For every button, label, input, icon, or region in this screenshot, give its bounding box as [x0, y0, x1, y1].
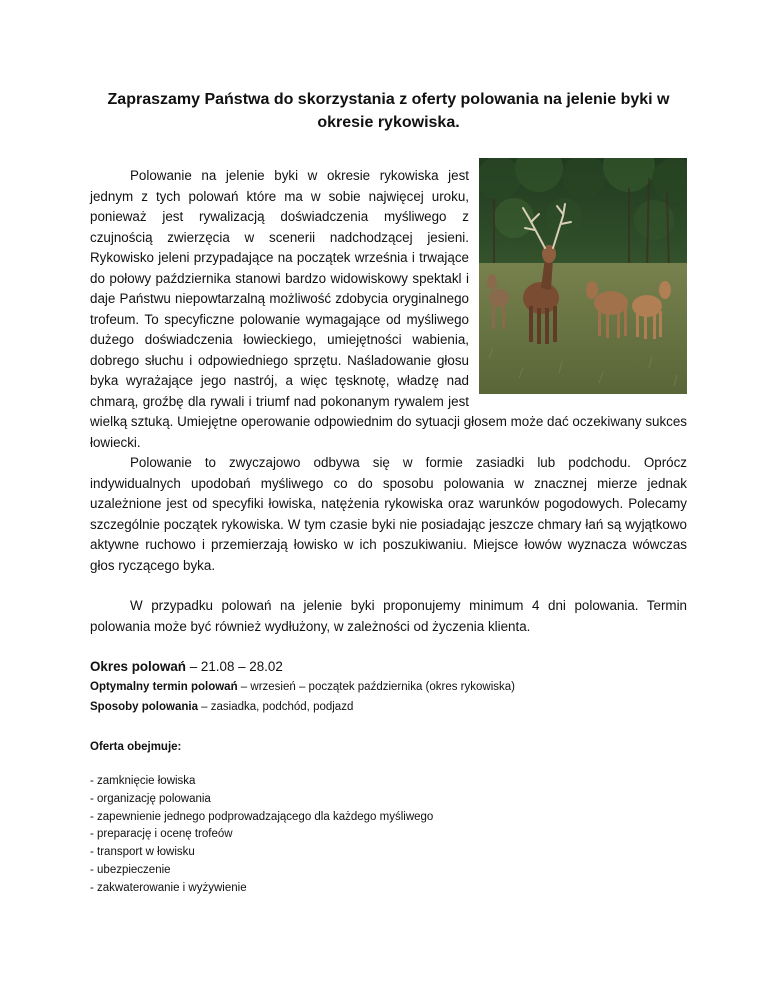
paragraph-rykowisko: Polowanie na jelenie byki w okresie rykowiska jest jednym z tych polowań które ma w sobie najwięcej uroku, ponieważ jest rywalizacją doświadczenia myśliwego z czujnością zwierzęcia w scenerii nadchodzącej jesieni. Rykowisko jeleni przypadające na początek września i trwające do połowy października stanowi bardzo widowiskowy spektakl i daje Państwu niepowtarzalną możliwość zdobycia oryginalnego trofeum. To specyficzne polowanie wymagające od myśliwego dużego doświadczenia łowieckiego, umiejętności wabienia, dobrego słuchu i odpowiedniego sprzętu. Naśladowanie głosu byka wyrażające jego nastrój, a więc tęsknotę, władzę nad chmarą, groźbę dla rywali i triumf nad pokonanym rywalem jest wielką sztuką. Umiejętne operowanie odpowiednim do sytuacji głosem może dać oczekiwany sukces łowiecki.: [90, 168, 687, 450]
optimal-label: Optymalny termin polowań: [90, 681, 238, 693]
optimal-value: – wrzesień – początek października (okres rykowiska): [237, 681, 515, 693]
season-line: [90, 657, 687, 677]
paragraph-forma-polowania: Polowanie to zwyczajowo odbywa się w formie zasiadki lub podchodu. Oprócz indywidualnych upodobań myśliwego co do sposobu polowania w znacznej mierze jednak uzależnione jest od specyfiki łowiska, natężenia rykowiska oraz warunków pogodowych. Polecamy szczególnie początek rykowiska. W tym czasie byki nie posiadając jeszcze chmary łań są wyjątkowo aktywne ruchowo i przemierzają łowisko w ich poszukiwaniu. Miejsce łowów wyznacza wówczas głos ryczącego byka.: [90, 455, 687, 573]
document-page: [90, 0, 687, 898]
offer-list: [90, 773, 687, 898]
list-item: - zamknięcie łowiska: [90, 775, 196, 787]
offer-heading: Oferta obejmuje:: [90, 741, 182, 753]
list-item: - preparację i ocenę trofeów: [90, 828, 233, 841]
season-label: Okres polowań: [90, 659, 186, 674]
list-item: - transport w łowisku: [90, 846, 195, 859]
methods-value: – zasiadka, podchód, podjazd: [197, 701, 354, 713]
optimal-line: [90, 677, 687, 697]
list-item: - ubezpieczenie: [90, 863, 171, 876]
intro-section: [90, 166, 687, 576]
methods-line: [90, 697, 687, 717]
methods-label: Sposoby polowania: [90, 701, 198, 713]
list-item: - organizację polowania: [90, 792, 211, 805]
season-value: – 21.08 – 28.02: [186, 659, 283, 674]
paragraph-dni-polowania: W przypadku polowań na jelenie byki proponujemy minimum 4 dni polowania. Termin polowania może być również wydłużony, w zależności od życzenia klienta.: [90, 598, 687, 634]
deer-photo: [479, 158, 687, 394]
deer-photo-image: [479, 158, 687, 394]
page-title: Zapraszamy Państwa do skorzystania z oferty polowania na jelenie byki w okresie rykowiska.: [107, 91, 670, 131]
list-item: - zakwaterowanie i wyżywienie: [90, 881, 247, 894]
list-item: - zapewnienie jednego podprowadzającego dla każdego myśliwego: [90, 810, 434, 823]
